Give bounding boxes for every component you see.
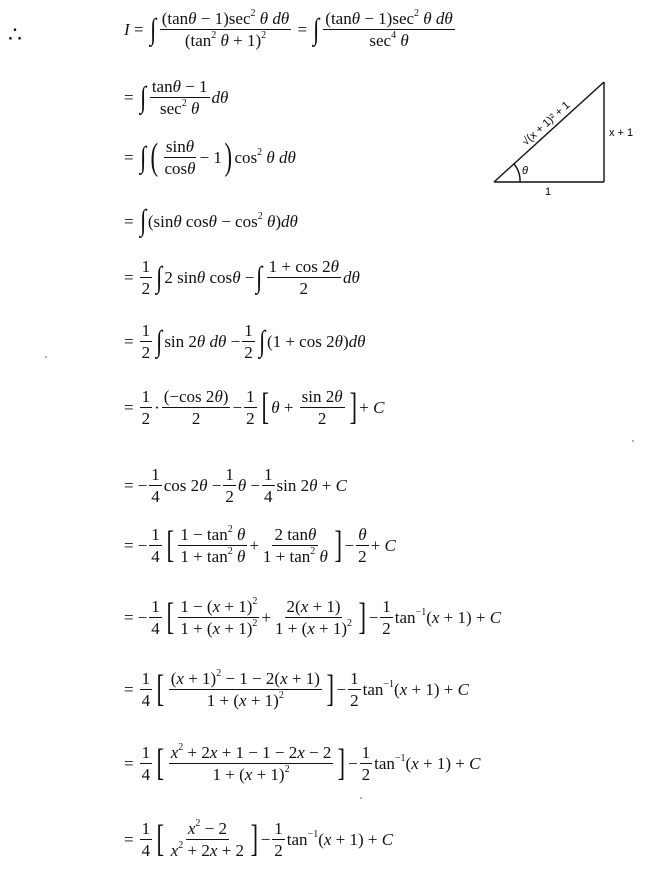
scan-speck — [45, 356, 47, 358]
equation-line-12: = $\frac{1}{4}$ [ $\frac{x^2 + 2x + 1 - 1 - 2x - 2}{1 + (x + 1)^2}$ ] − $\frac{1}{2}$ $\tan^{-1}(x + 1) + C$ — [124, 742, 481, 785]
equation-line-9: = − $\frac{1}{4}$ [ $\frac{1 - \tan^2 \theta}{1 + \tan^2 \theta}$ + $\frac{2 \tan\theta}{1 + \tan^2 \theta}$ ] − $\frac{\theta}{2}$ + C — [124, 524, 396, 567]
right-triangle-diagram — [486, 74, 646, 200]
equation-line-2: = ∫ $\frac{\tan\theta - 1}{\sec^2 \theta}$ dθ — [124, 77, 229, 118]
equation-line-13: = $\frac{1}{4}$ [ $\frac{x^2 - 2}{x^2 + 2x + 2}$ ] − $\frac{1}{2}$ $\tan^{-1}(x + 1) + C$ — [124, 818, 394, 861]
equation-line-6: = $\frac{1}{2}$ ∫ sin 2θ dθ − $\frac{1}{2}$ ∫ (1 + cos 2θ)dθ — [124, 321, 366, 362]
equation-line-8: = − $\frac{1}{4}$ cos 2θ − $\frac{1}{2}$ θ − $\frac{1}{4}$ sin 2θ + C — [124, 465, 347, 506]
equation-line-4: = ∫ (sinθ $\cos\theta - \cos^2 \theta)d\theta$ — [124, 204, 298, 237]
equation-line-3: = ∫ ( $\frac{\sin\theta}{\cos\theta}$ − 1 ) $\cos^2 \theta$ dθ — [124, 136, 296, 179]
therefore-symbol: ∴ — [8, 22, 22, 47]
scan-speck — [360, 797, 362, 799]
fraction: $\frac{(\tan\theta - 1)\sec^2 \theta d\theta}{(\tan^2 \theta + 1)^2}$ — [161, 8, 290, 50]
equation-line-11: = $\frac{1}{4}$ [ $\frac{(x + 1)^2 - 1 - 2(x + 1)}{1 + (x + 1)^2}$ ] − $\frac{1}{2}$ $\tan^{-1}(x + 1) + C$ — [124, 668, 469, 711]
equation-line-10: = − $\frac{1}{4}$ [ $\frac{1 - (x + 1)^2}{1 + (x + 1)^2}$ + $\frac{2(x + 1)}{1 + (x + 1)^2}$ ] − $\frac{1}{2}$ $\tan^{-1}(x + 1) + C$ — [124, 596, 502, 639]
angle-label: θ — [522, 165, 528, 177]
equation-line-7: = $\frac{1}{2}$ · $\frac{(-\cos 2\theta)}{2}$ − $\frac{1}{2}$ [ θ + $\frac{\sin 2\theta}{2}$ ] + C — [124, 386, 385, 429]
hypotenuse-label: √(x + 1)² + 1 — [519, 99, 573, 149]
opposite-label: x + 1 — [609, 127, 634, 139]
angle-arc — [514, 164, 520, 182]
scan-speck — [632, 440, 634, 442]
equation-line-1: I = ∫ $\frac{(\tan\theta - 1)\sec^2 \theta d\theta}{(\tan^2 \theta + 1)^2}$ = ∫ $\frac{(\tan\theta - 1)\sec^2 \theta d\theta}{\sec^4 \theta}$ — [124, 8, 453, 50]
adjacent-label: 1 — [544, 186, 552, 198]
triangle-hypotenuse — [494, 82, 604, 182]
equation-line-5: = $\frac{1}{2}$ ∫ 2 sinθ cosθ − ∫ $\frac{1 + \cos 2\theta}{2}$ dθ — [124, 257, 360, 298]
